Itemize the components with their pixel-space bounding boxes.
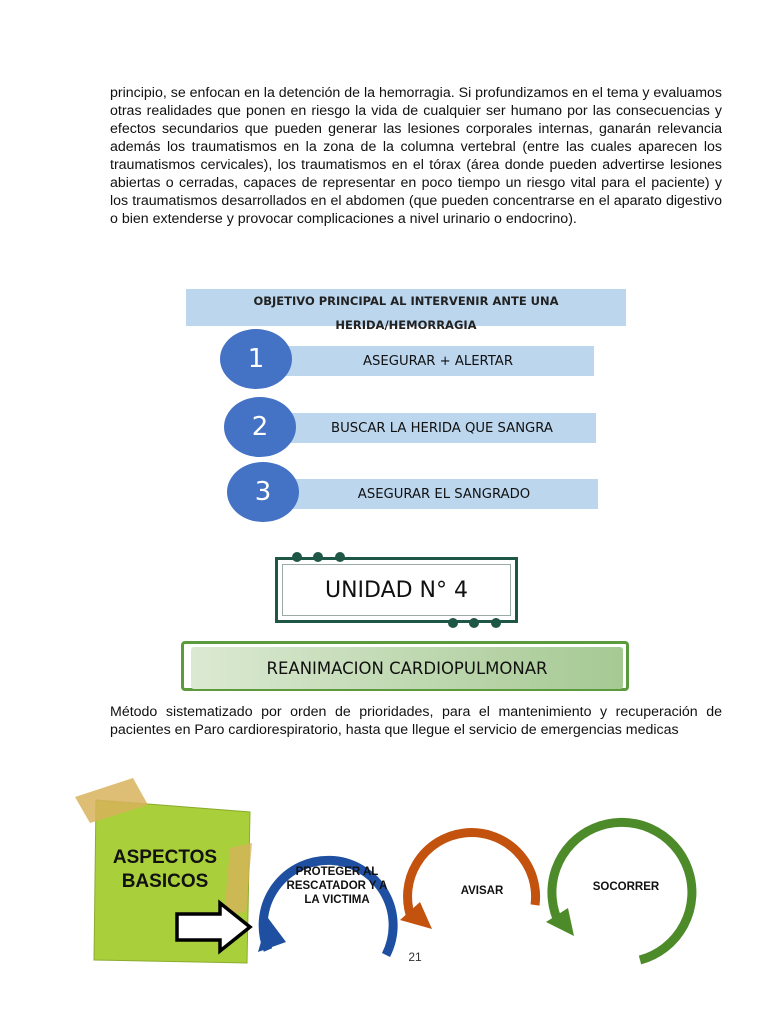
cycle-label-protect: [274, 865, 400, 907]
step-1-number: 1: [247, 344, 265, 374]
page-number: 21: [408, 950, 422, 964]
note-label-line-1: ASPECTOS: [112, 847, 218, 868]
protect-line-3: LA VICTIMA: [304, 894, 370, 906]
unit-title: UNIDAD N° 4: [282, 564, 511, 616]
step-3-number: 3: [254, 477, 272, 507]
method-paragraph: Método sistematizado por orden de prioridades, para el mantenimiento y recuperación de pacientes en Paro cardiorespiratorio, hasta que llegue el servicio de emergencias medicas: [110, 704, 722, 738]
intro-paragraph: principio, se enfocan en la detención de la hemorragia. Si profundizamos en el tema y evaluamos otras realidades que ponen en riesgo la vida de cualquier ser humano por las consecuencias y efectos secundarios que pueden generar las lesiones corporales internas, ganarán relevancia además los traumatismos en la zona de la columna vertebral (entre las cuales aparecen los traumatismos cervicales), los traumatismos en el tórax (área donde pueden advertirse lesiones abiertas o cerradas, capaces de representar en poco tiempo un riesgo vital para el paciente) y los traumatismos desarrollados en el abdomen (que pueden concentrarse en el aparato digestivo o bien extenderse y provocar complicaciones a nivel urinario o endocrino).: [110, 85, 722, 227]
cycle-label-avisar: AVISAR: [460, 885, 504, 897]
objective-title: OBJETIVO PRINCIPAL AL INTERVENIR ANTE UNA HERIDA/HEMORRAGIA: [186, 289, 626, 326]
protect-line-2: RESCATADOR Y A: [286, 880, 388, 892]
note-label-line-2: BASICOS: [121, 871, 209, 892]
cycle-label-socorrer: SOCORRER: [592, 881, 660, 893]
step-2-label: BUSCAR LA HERIDA QUE SANGRA: [331, 420, 553, 436]
step-3-label: ASEGURAR EL SANGRADO: [357, 486, 531, 502]
section-title: REANIMACION CARDIOPULMONAR: [191, 647, 623, 689]
step-1-label: ASEGURAR + ALERTAR: [363, 353, 513, 369]
aspects-note-label: [100, 846, 230, 894]
protect-line-1: PROTEGER AL: [295, 866, 379, 878]
step-2-number: 2: [251, 412, 269, 442]
orange-cycle-arc: [408, 833, 536, 920]
